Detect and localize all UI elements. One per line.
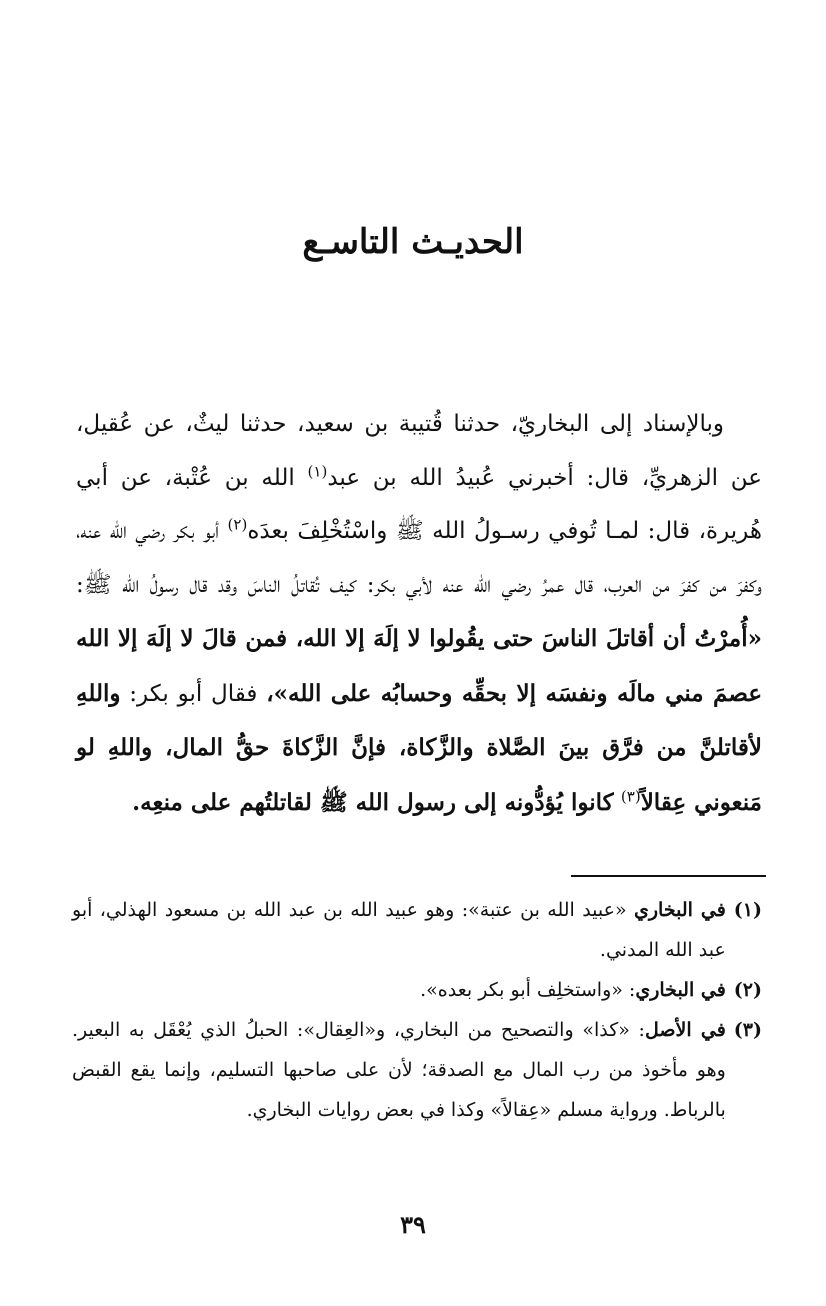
footnote-number: (٢) bbox=[733, 979, 762, 1001]
hadith-isnad-intro: وبالإسناد إلى البخاريّ، حدثنا قُتيبة بن سعيد، حدثنا ليثٌ، عن عُقيل، عن الزهريِّ، قال: أخبرني عُبيدُ الله بن عبد bbox=[76, 411, 763, 491]
footnote-text bbox=[72, 1010, 726, 1130]
footnote-ref-2[interactable]: (٢) bbox=[227, 515, 248, 534]
footnote-lead: في الأصل bbox=[644, 1019, 726, 1041]
prophetic-quote: «أُمرْتُ أن أقاتلَ الناسَ حتى يقُولوا لا إلَهَ إلا الله، فمن قالَ لا إلَهَ إلا الله عصمَ مني مالَه ونفسَه إلا بحقِّه وحسابُه على الله»، bbox=[76, 625, 763, 707]
chapter-title: الحديـث التاسـع bbox=[302, 222, 524, 262]
footnote-body: : «كذا» والتصحيح من البخاري، و«العِقال»: الحبلُ الذي يُعْقَل به البعير. وهو مأخوذ من رب المال مع الصدقة؛ لأن على صاحبها التسليم، وإنما يقع القبض بالرباط. ورواية مسلم «عِقالاً» وكذا في بعض روايات البخاري. bbox=[72, 1019, 726, 1121]
footnote-body: : «واستخلِف أبو بكر بعده». bbox=[420, 979, 636, 1001]
footnote-lead: في البخاري bbox=[635, 979, 726, 1001]
footnote-ref-1[interactable]: (١) bbox=[307, 461, 328, 480]
abu-bakr-reply-a: واللهِ لأقاتلنَّ من فرَّق بينَ الصَّلاة والزَّكاة، فإنَّ الزَّكاةَ حقُّ المال، واللهِ لو مَنعوني عِقالاً bbox=[76, 679, 762, 816]
footnote-separator bbox=[571, 875, 766, 877]
footnote-text bbox=[72, 890, 726, 970]
footnote-2 bbox=[72, 970, 762, 1010]
abu-bakr-reply-intro: فقال أبو بكر: bbox=[129, 680, 258, 707]
footnote-number: (٣) bbox=[733, 1019, 762, 1041]
page-number: ٣٩ bbox=[400, 1210, 426, 1239]
footnotes bbox=[72, 890, 762, 1130]
abu-bakr-reply-b: كانوا يُؤدُّونه إلى رسول الله ﷺ لقاتلتُهم على منعِه. bbox=[132, 788, 614, 816]
footnote-text bbox=[72, 970, 726, 1010]
footnote-1 bbox=[72, 890, 762, 970]
footnote-body: «عبيد الله بن عتبة»: وهو عبيد الله بن عبد الله بن مسعود الهذلي، أبو عبد الله المدني. bbox=[72, 899, 726, 961]
footnote-ref-3[interactable]: (٣) bbox=[620, 786, 641, 805]
footnote-3 bbox=[72, 1010, 762, 1130]
hadith-isnad-continued: الله بن عُتْبة، عن أبي هُريرة، قال: لمـا تُوفي رسـولُ الله ﷺ واسْتُخْلِفَ بعدَه bbox=[76, 464, 762, 544]
hadith-narration: أبو بكر رضي الله عنه، وكفرَ من كفرَ من العرب، قال عمرُ رضي الله عنه لأبي بكر: كيف تُقاتلُ الناسَ وقد قال رسولُ الله ﷺ: bbox=[76, 518, 762, 598]
footnote-number: (١) bbox=[733, 899, 762, 921]
footnote-lead: في البخاري bbox=[634, 899, 726, 921]
hadith-body bbox=[76, 398, 762, 830]
